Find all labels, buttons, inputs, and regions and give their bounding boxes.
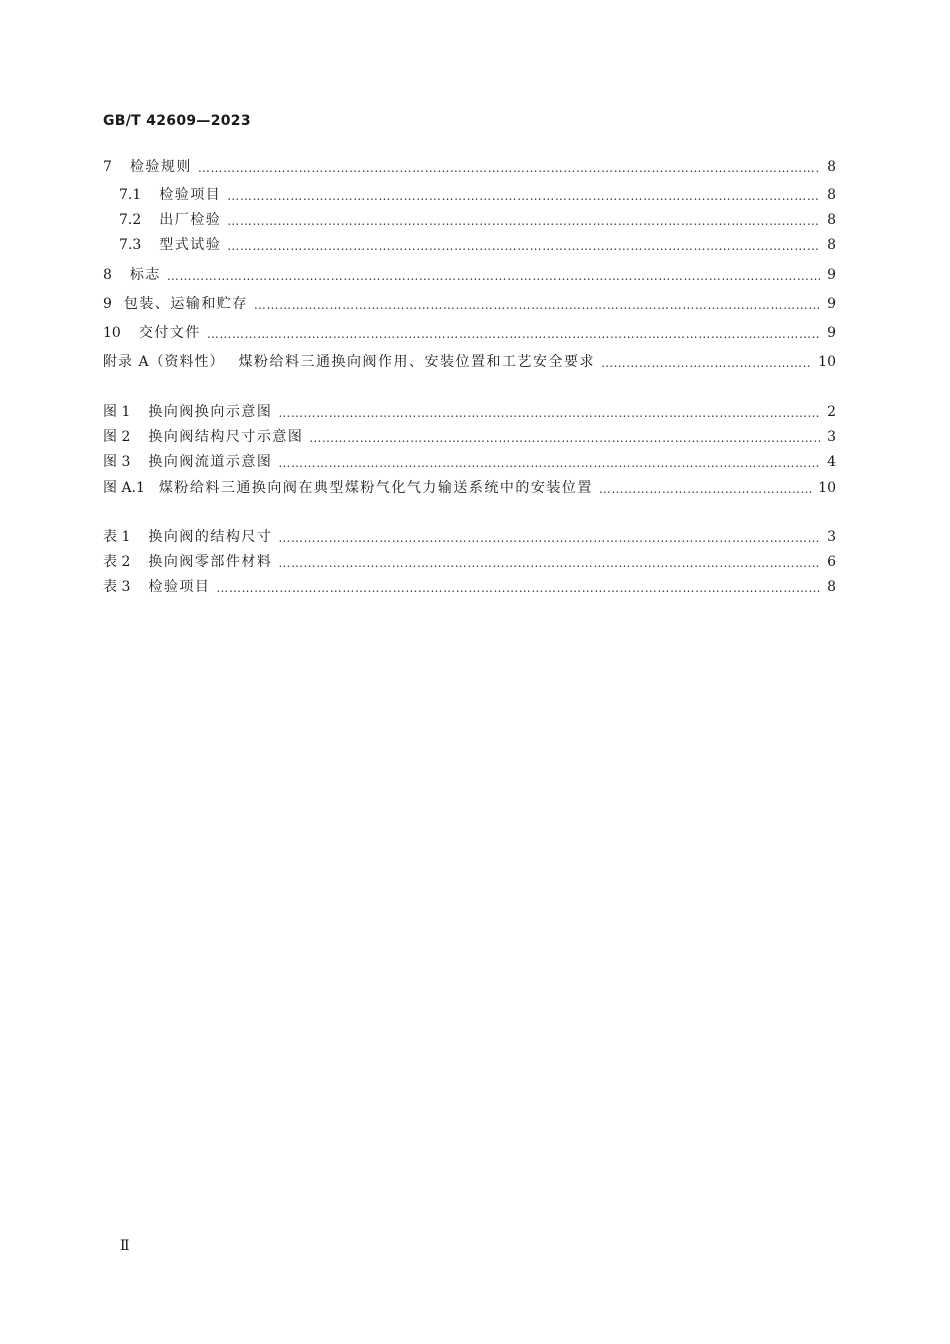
toc-leader xyxy=(278,530,820,546)
toc-entry-title: 型式试验 xyxy=(159,237,222,253)
toc-entry-annex[interactable] xyxy=(103,351,836,371)
table-entry-page: 6 xyxy=(827,554,836,570)
figure-entry-page: 3 xyxy=(827,429,836,445)
table-entry[interactable] xyxy=(103,576,836,596)
table-entry[interactable] xyxy=(103,526,836,546)
toc-entry-page: 8 xyxy=(827,212,836,228)
toc-leader xyxy=(227,188,820,204)
toc-entry[interactable] xyxy=(103,156,836,176)
figure-entry[interactable] xyxy=(103,451,836,471)
table-entry-title: 换向阀的结构尺寸 xyxy=(148,529,273,545)
toc-entry-page: 8 xyxy=(827,159,836,175)
table-entry[interactable] xyxy=(103,551,836,571)
table-entry-number: 表 3 xyxy=(103,579,131,595)
toc-leader xyxy=(227,213,820,229)
toc-leader xyxy=(278,455,820,471)
toc-leader xyxy=(216,580,820,596)
figure-entry-title: 煤粉给料三通换向阀在典型煤粉气化气力输送系统中的安装位置 xyxy=(158,480,593,496)
document-id: GB/T 42609—2023 xyxy=(103,113,251,129)
toc-leader xyxy=(198,160,820,176)
toc-entry[interactable] xyxy=(119,184,836,204)
toc-entry-title: 标志 xyxy=(129,267,161,283)
toc-leader xyxy=(227,238,820,254)
table-entry-number: 表 1 xyxy=(103,529,131,545)
figure-entry-number: 图 3 xyxy=(103,454,131,470)
figure-entry-title: 换向阀换向示意图 xyxy=(148,404,273,420)
toc-leader xyxy=(254,297,820,313)
figure-entry-title: 换向阀流道示意图 xyxy=(148,454,273,470)
toc-entry[interactable] xyxy=(119,209,836,229)
toc-entry-number: 9 xyxy=(103,296,112,312)
toc-leader xyxy=(167,268,820,284)
figure-entry-page: 10 xyxy=(818,480,836,496)
toc-entry[interactable] xyxy=(103,264,836,284)
toc-leader xyxy=(278,555,820,571)
figure-entry-title: 换向阀结构尺寸示意图 xyxy=(148,429,304,445)
toc-entry-page: 10 xyxy=(818,354,836,370)
toc-entry-number: 7 xyxy=(103,159,112,175)
figure-entry[interactable] xyxy=(103,426,836,446)
toc-leader xyxy=(309,430,820,446)
table-entry-number: 表 2 xyxy=(103,554,131,570)
table-entry-title: 检验项目 xyxy=(148,579,211,595)
toc-entry-title: 检验项目 xyxy=(159,187,222,203)
figure-entry[interactable] xyxy=(103,477,836,497)
figure-entry-number: 图 A.1 xyxy=(103,480,145,496)
toc-entry-number: 附录 A（资料性） xyxy=(103,354,225,370)
toc-leader xyxy=(278,405,820,421)
toc-entry[interactable] xyxy=(103,293,836,313)
toc-leader xyxy=(599,481,812,497)
table-entry-page: 8 xyxy=(827,579,836,595)
toc-entry-title: 检验规则 xyxy=(129,159,192,175)
toc-entry-page: 9 xyxy=(827,296,836,312)
figure-entry-number: 图 2 xyxy=(103,429,131,445)
toc-entry-number: 10 xyxy=(103,325,121,341)
figure-entry-page: 2 xyxy=(827,404,836,420)
toc-entry-title: 煤粉给料三通换向阀作用、安装位置和工艺安全要求 xyxy=(238,354,596,370)
toc-entry-number: 7.3 xyxy=(119,237,142,253)
table-entry-title: 换向阀零部件材料 xyxy=(148,554,273,570)
toc-leader xyxy=(207,326,820,342)
toc-entry-title: 出厂检验 xyxy=(159,212,222,228)
toc-entry-number: 7.1 xyxy=(119,187,142,203)
figure-entry-page: 4 xyxy=(827,454,836,470)
toc-leader xyxy=(601,355,812,371)
toc-entry-page: 9 xyxy=(827,267,836,283)
toc-entry-number: 8 xyxy=(103,267,112,283)
toc-entry-page: 8 xyxy=(827,237,836,253)
figure-entry-number: 图 1 xyxy=(103,404,131,420)
table-entry-page: 3 xyxy=(827,529,836,545)
page-number: Ⅱ xyxy=(120,1238,130,1254)
toc-entry-page: 8 xyxy=(827,187,836,203)
toc-entry[interactable] xyxy=(119,234,836,254)
figure-entry[interactable] xyxy=(103,401,836,421)
toc-entry-page: 9 xyxy=(827,325,836,341)
toc-entry-number: 7.2 xyxy=(119,212,142,228)
toc-entry-title: 交付文件 xyxy=(138,325,201,341)
toc-entry-title: 包装、运输和贮存 xyxy=(123,296,248,312)
toc-entry[interactable] xyxy=(103,322,836,342)
